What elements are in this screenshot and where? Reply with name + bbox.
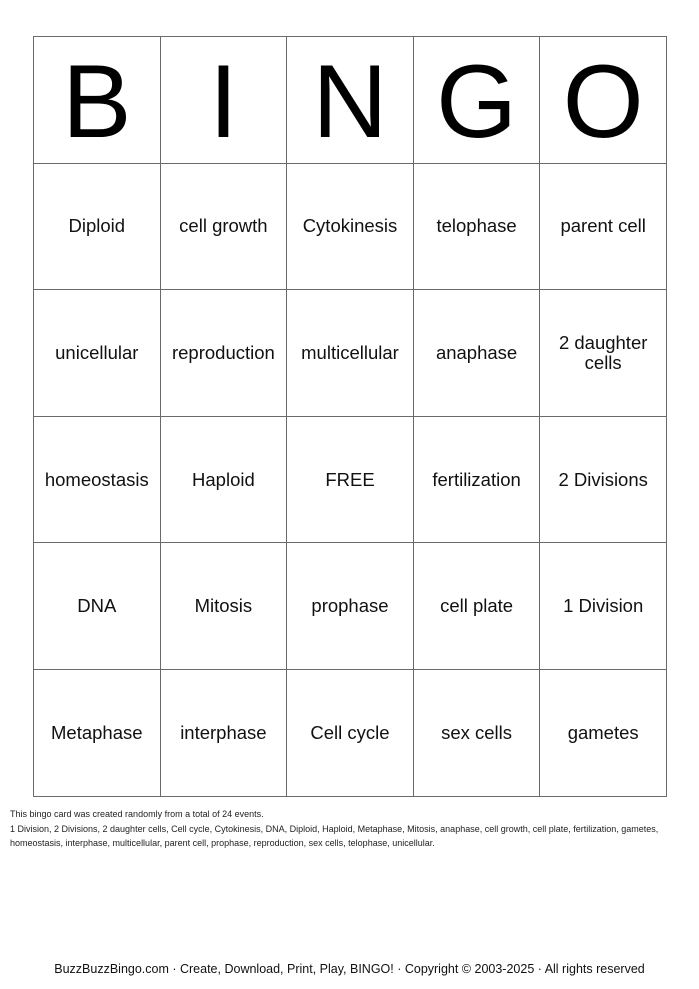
header-letter-b: B	[34, 37, 161, 164]
bingo-cell: DNA	[34, 543, 161, 670]
bingo-cell: cell plate	[413, 543, 540, 670]
footer-copyright: BuzzBuzzBingo.com · Create, Download, Print, Play, BINGO! · Copyright © 2003-2025 · All rights reserved	[54, 962, 645, 976]
bingo-cell: parent cell	[540, 163, 667, 290]
card-row-4	[34, 543, 667, 670]
bingo-cell: multicellular	[287, 290, 414, 417]
header-letter-i: I	[160, 37, 287, 164]
bingo-cell: Diploid	[34, 163, 161, 290]
bingo-cell: Mitosis	[160, 543, 287, 670]
bingo-cell: prophase	[287, 543, 414, 670]
card-info-event-list: 1 Division, 2 Divisions, 2 daughter cells, Cell cycle, Cytokinesis, DNA, Diploid, Haploid, Metaphase, Mitosis, anaphase, cell growth, cell plate, fertilization, gametes, homeostasis, interphase, multicellular, parent cell, prophase, reproduction, sex cells, telophase, unicellular.	[10, 823, 659, 848]
bingo-cell: Haploid	[160, 416, 287, 543]
bingo-cell: homeostasis	[34, 416, 161, 543]
header-letter-g: G	[413, 37, 540, 164]
bingo-cell: cell growth	[160, 163, 287, 290]
bingo-cell: 2 Divisions	[540, 416, 667, 543]
header-row	[34, 37, 667, 164]
bingo-cell: fertilization	[413, 416, 540, 543]
bingo-cell: unicellular	[34, 290, 161, 417]
bingo-cell: reproduction	[160, 290, 287, 417]
header-letter-n: N	[287, 37, 414, 164]
card-info	[10, 807, 695, 851]
free-space-cell: FREE	[287, 416, 414, 543]
bingo-cell: interphase	[160, 669, 287, 796]
bingo-cell: gametes	[540, 669, 667, 796]
card-row-3	[34, 416, 667, 543]
card-row-2	[34, 290, 667, 417]
bingo-cell: sex cells	[413, 669, 540, 796]
header-letter-o: O	[540, 37, 667, 164]
bingo-card	[33, 36, 667, 797]
bingo-cell: anaphase	[413, 290, 540, 417]
bingo-cell: Metaphase	[34, 669, 161, 796]
bingo-cell: telophase	[413, 163, 540, 290]
bingo-cell: Cell cycle	[287, 669, 414, 796]
card-info-summary: This bingo card was created randomly from a total of 24 events.	[10, 809, 264, 819]
card-row-1	[34, 163, 667, 290]
bingo-cell: Cytokinesis	[287, 163, 414, 290]
card-row-5	[34, 669, 667, 796]
bingo-cell: 1 Division	[540, 543, 667, 670]
bingo-cell: 2 daughter cells	[540, 290, 667, 417]
